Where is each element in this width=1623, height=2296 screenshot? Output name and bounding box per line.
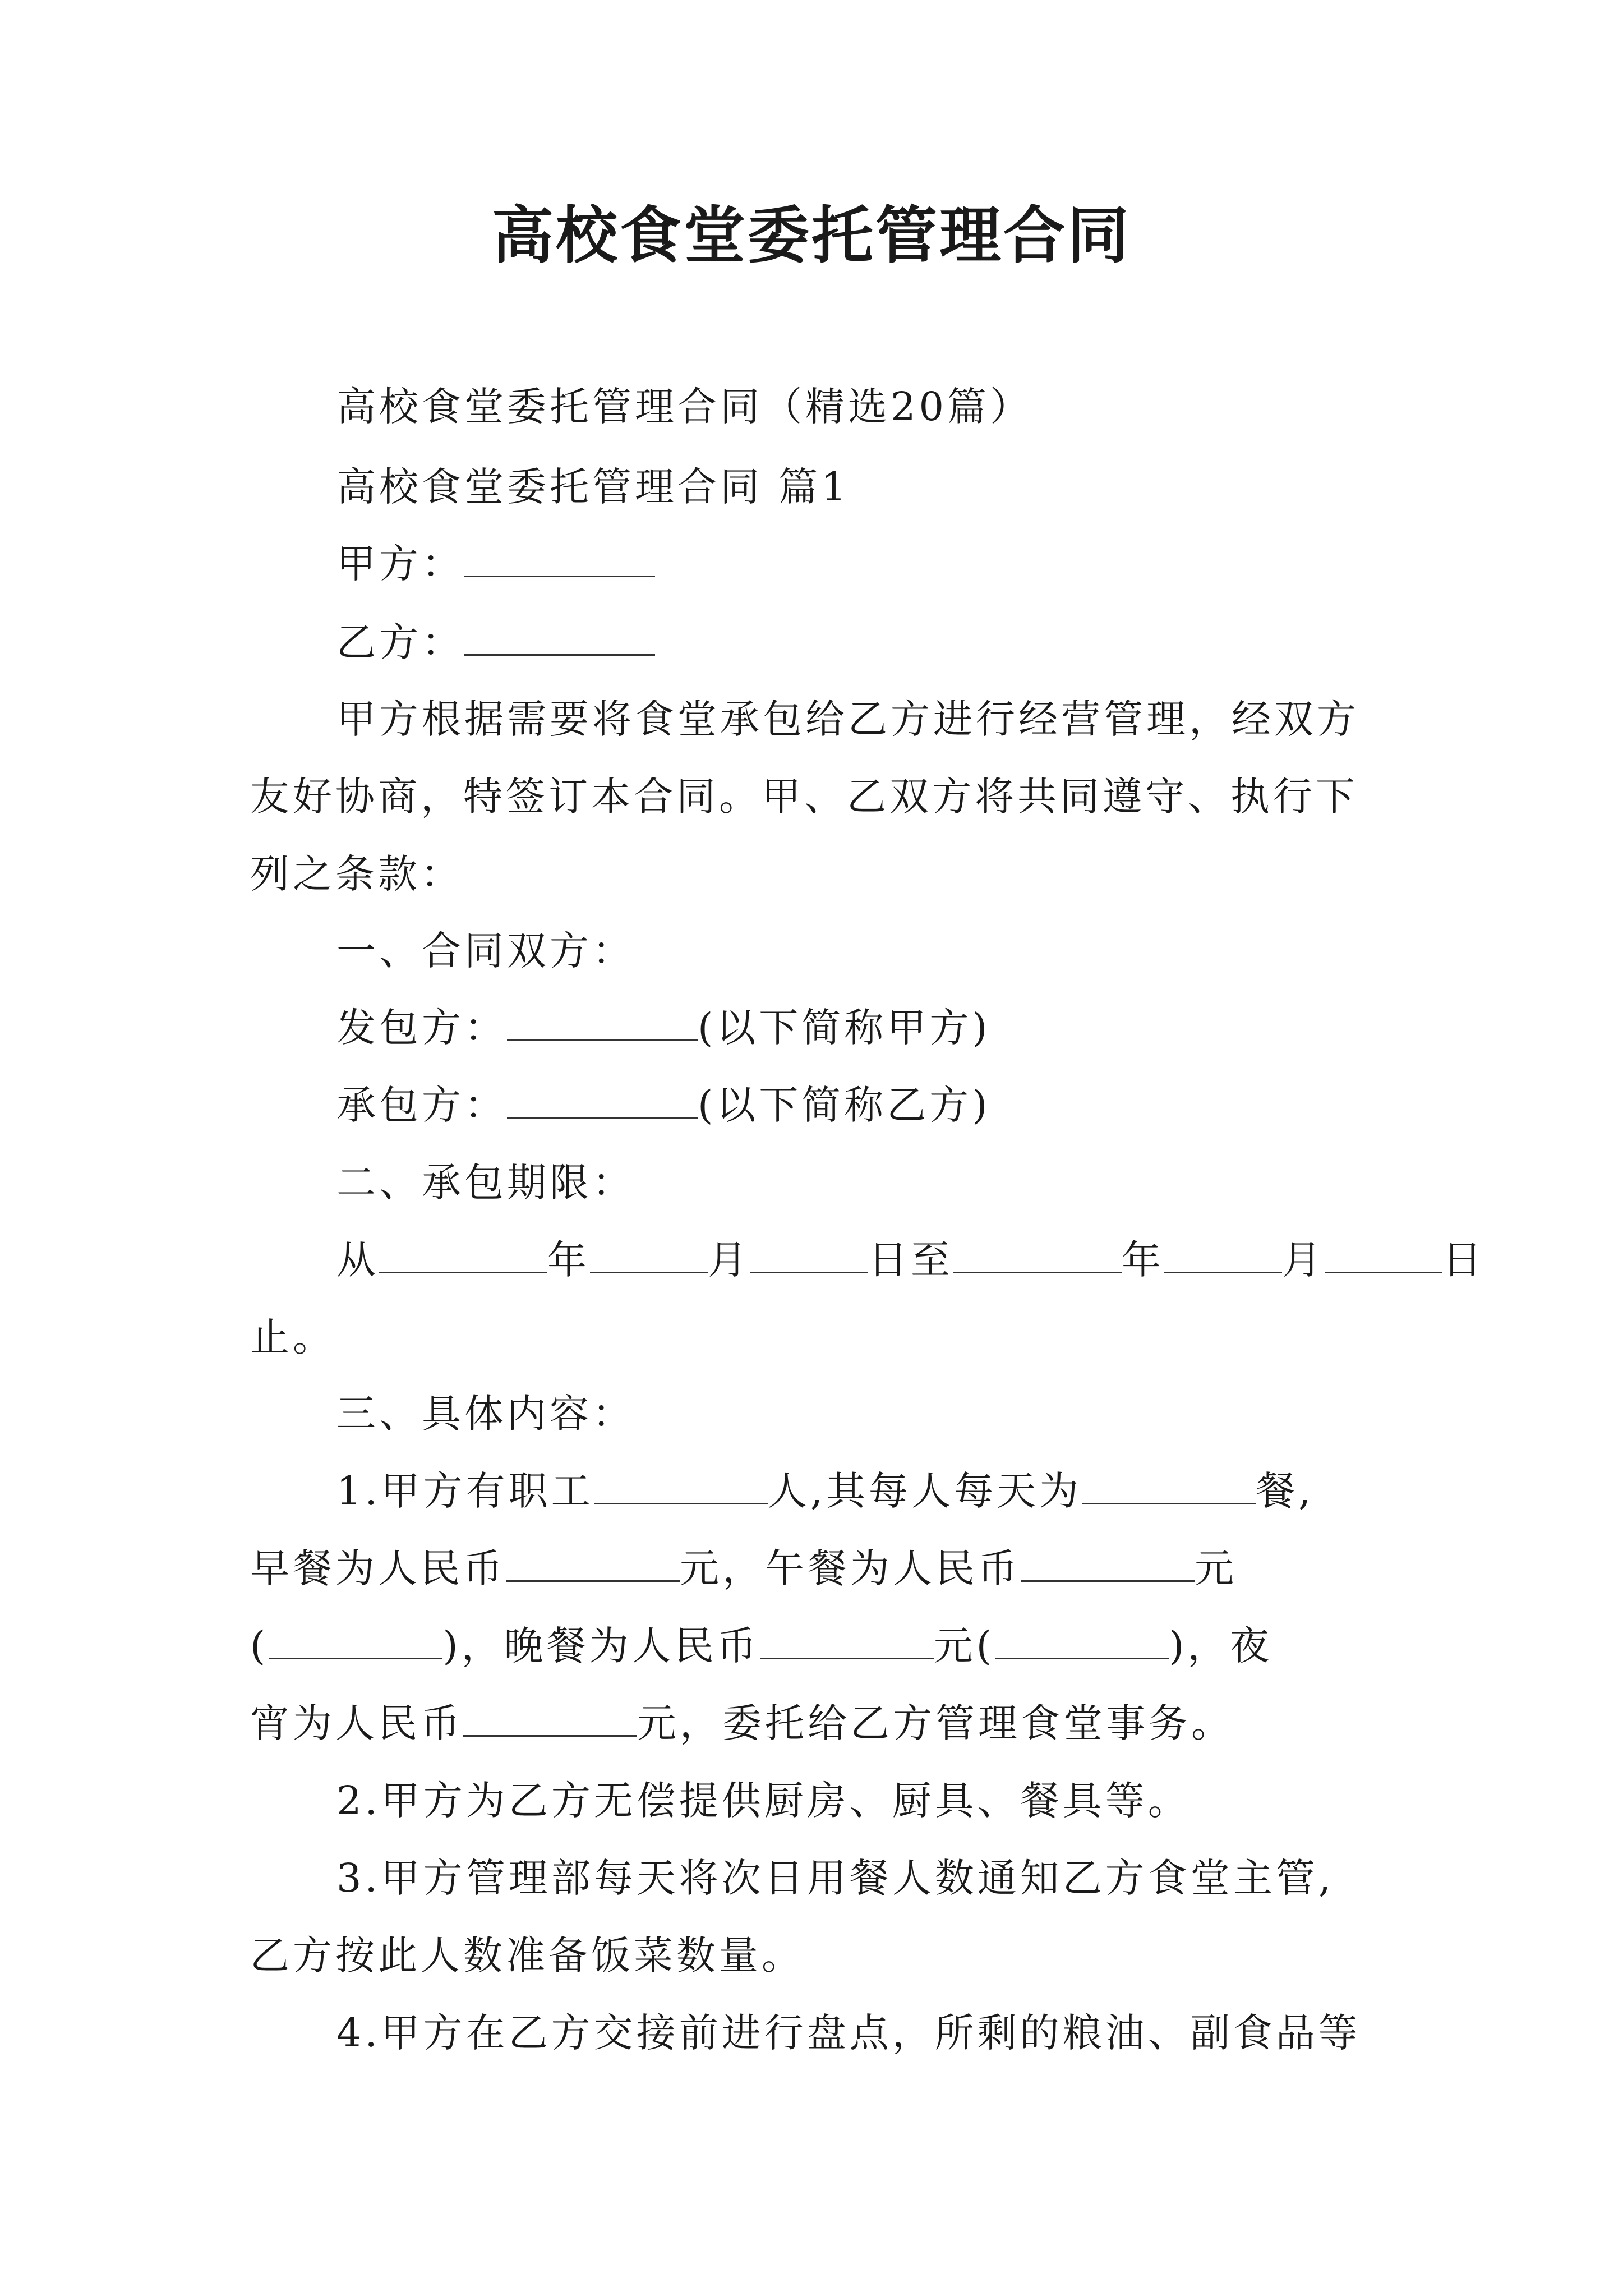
item1-dinner-blank bbox=[760, 1623, 934, 1659]
clause1-heading: 一、合同双方： bbox=[336, 928, 635, 974]
contractor-a-line bbox=[336, 1000, 991, 1056]
document-subtitle: 高校食堂委托管理合同（精选20篇） bbox=[336, 384, 1033, 430]
section-heading: 高校食堂委托管理合同 篇1 bbox=[336, 464, 850, 510]
item1-line-1 bbox=[336, 1463, 1314, 1519]
item1-dinner-yuan: 元( bbox=[933, 1623, 995, 1669]
item1-yuan-label: 元 bbox=[1195, 1545, 1237, 1591]
item1-meals-blank bbox=[1082, 1468, 1256, 1504]
item1-night-rmb-label: 宵为人民币 bbox=[250, 1700, 463, 1746]
item1-staff-blank bbox=[594, 1468, 768, 1504]
item1-night-blank bbox=[463, 1700, 637, 1737]
term-year-blank bbox=[379, 1237, 547, 1273]
item3-line-1: 3.甲方管理部每天将次日用餐人数通知乙方食堂主管, bbox=[336, 1855, 1335, 1901]
term-from: 从 bbox=[336, 1237, 379, 1283]
item1-paren-open: ( bbox=[250, 1623, 269, 1669]
contractor-a-suffix: (以下简称甲方) bbox=[698, 1005, 991, 1051]
item4-line-1: 4.甲方在乙方交接前进行盘点，所剩的粮油、副食品等 bbox=[336, 2010, 1361, 2056]
contractor-b-line bbox=[336, 1077, 991, 1133]
intro-line-3: 列之条款： bbox=[250, 851, 463, 897]
contractor-a-blank bbox=[507, 1005, 698, 1041]
party-b-label: 乙方： bbox=[336, 619, 464, 665]
clause2-heading: 二、承包期限： bbox=[336, 1159, 635, 1205]
party-a-line bbox=[336, 536, 655, 592]
contractor-b-suffix: (以下简称乙方) bbox=[698, 1082, 991, 1128]
term-year: 年 bbox=[547, 1237, 590, 1283]
item1-lunch-label: 元，午餐为人民币 bbox=[680, 1545, 1021, 1591]
item1-meals-label: 餐, bbox=[1256, 1468, 1315, 1514]
item1-line-4 bbox=[250, 1695, 1234, 1751]
contractor-b-blank bbox=[507, 1082, 698, 1119]
item1-entrust-label: 元，委托给乙方管理食堂事务。 bbox=[637, 1700, 1234, 1746]
item1-breakfast-label: 早餐为人民币 bbox=[250, 1545, 506, 1591]
party-b-line bbox=[336, 614, 655, 670]
item1-dinner-label: )，晚餐为人民币 bbox=[442, 1623, 760, 1669]
term-day: 日 bbox=[1442, 1237, 1485, 1283]
item1-staff-label: 1.甲方有职工 bbox=[336, 1468, 594, 1514]
term-month2-blank bbox=[1164, 1237, 1282, 1273]
term-month2: 月 bbox=[1282, 1237, 1325, 1283]
item3-line-2: 乙方按此人数准备饭菜数量。 bbox=[250, 1932, 804, 1978]
clause3-heading: 三、具体内容： bbox=[336, 1391, 635, 1437]
term-day-blank bbox=[750, 1237, 868, 1273]
term-day-to: 日至 bbox=[868, 1237, 953, 1283]
intro-line-1: 甲方根据需要将食堂承包给乙方进行经营管理，经双方 bbox=[336, 696, 1359, 742]
item1-night-label: )，夜 bbox=[1168, 1623, 1273, 1669]
term-month: 月 bbox=[708, 1237, 750, 1283]
item1-line-3 bbox=[250, 1618, 1272, 1674]
term-month-blank bbox=[590, 1237, 708, 1273]
contractor-a-label: 发包方： bbox=[336, 1005, 507, 1051]
item1-breakfast-blank bbox=[506, 1545, 680, 1582]
term-day2-blank bbox=[1325, 1237, 1442, 1273]
party-b-blank bbox=[464, 619, 655, 656]
item1-lunch-words-blank bbox=[269, 1623, 442, 1659]
term-year2: 年 bbox=[1122, 1237, 1164, 1283]
item1-lunch-blank bbox=[1021, 1545, 1195, 1582]
item1-line-2 bbox=[250, 1540, 1237, 1596]
term-line bbox=[336, 1232, 1485, 1288]
item1-per-person-label: 人,其每人每天为 bbox=[767, 1468, 1082, 1514]
party-a-blank bbox=[464, 541, 655, 577]
party-a-label: 甲方： bbox=[336, 541, 464, 587]
intro-line-2: 友好协商，特签订本合同。甲、乙双方将共同遵守、执行下 bbox=[250, 774, 1358, 820]
term-end: 止。 bbox=[250, 1314, 335, 1360]
item1-dinner-words-blank bbox=[995, 1623, 1169, 1659]
contractor-b-label: 承包方： bbox=[336, 1082, 507, 1128]
item2: 2.甲方为乙方无偿提供厨房、厨具、餐具等。 bbox=[336, 1778, 1191, 1824]
document-title: 高校食堂委托管理合同 bbox=[492, 199, 1131, 272]
term-year2-blank bbox=[953, 1237, 1122, 1273]
